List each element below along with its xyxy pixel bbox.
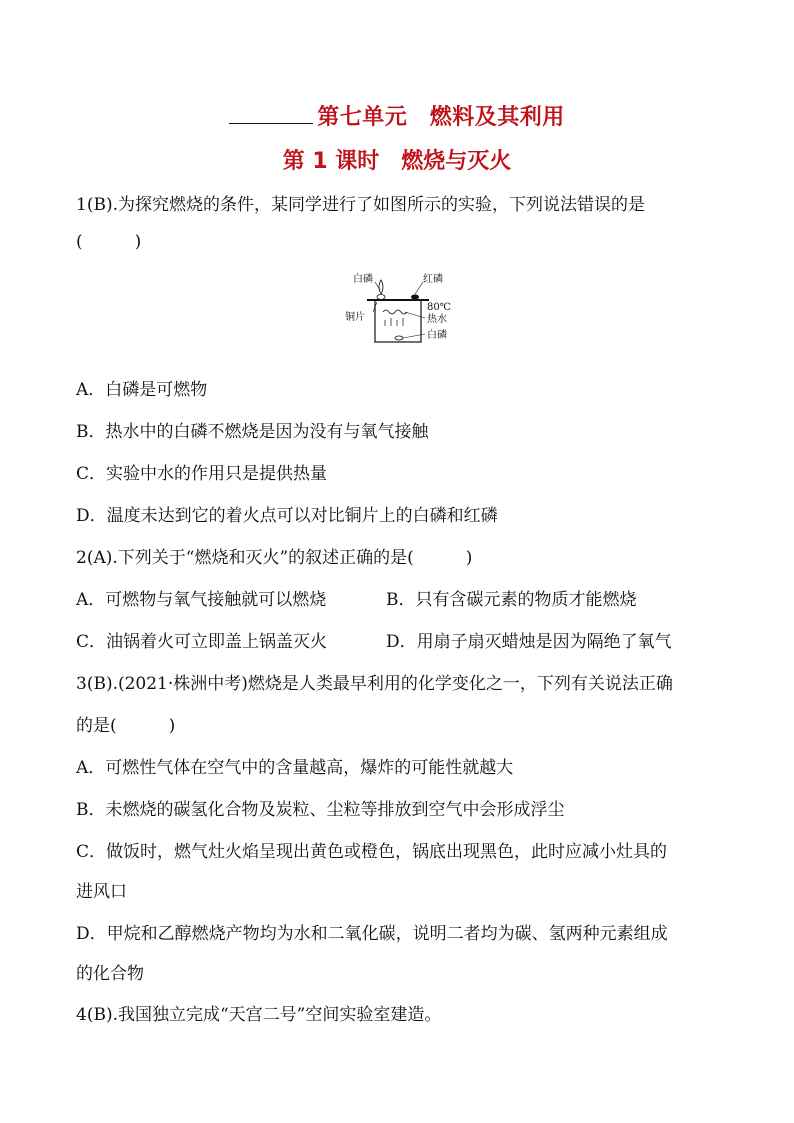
unit-blank xyxy=(229,105,313,124)
white-phosphorus-on-plate xyxy=(377,295,385,300)
label-temperature: 80℃ xyxy=(427,302,451,313)
question-3-option-d-line2: 的化合物 xyxy=(76,964,144,984)
question-3-option-c-line1: C．做饭时，燃气灶火焰呈现出黄色或橙色，锅底出现黑色，此时应减小灶具的 xyxy=(76,842,668,862)
white-phosphorus-in-water xyxy=(395,336,403,340)
hot-water xyxy=(383,310,407,314)
label-white-phosphorus-top: 白磷 xyxy=(353,274,373,285)
label-red-phosphorus: 红磷 xyxy=(423,274,443,285)
question-2-option-a: A．可燃物与氧气接触就可以燃烧 xyxy=(76,590,327,610)
lesson-title: 第 1 课时 燃烧与灭火 xyxy=(282,149,512,174)
question-1-option-c: C．实验中水的作用只是提供热量 xyxy=(76,464,328,484)
question-2-option-d: D．用扇子扇灭蜡烛是因为隔绝了氧气 xyxy=(386,632,672,652)
unit-title: 第七单元 燃料及其利用 xyxy=(0,100,794,131)
label-hot-water: 热水 xyxy=(427,314,447,325)
red-phosphorus xyxy=(411,295,419,300)
question-1-answer-blank: ( ) xyxy=(76,232,142,252)
flame-icon xyxy=(379,280,383,294)
question-4-stem: 4(B).我国独立完成“天宫二号”空间实验室建造。 xyxy=(76,1005,442,1025)
question-2-option-b: B．只有含碳元素的物质才能燃烧 xyxy=(386,590,637,610)
question-3-option-b: B．未燃烧的碳氢化合物及炭粒、尘粒等排放到空气中会形成浮尘 xyxy=(76,800,565,820)
question-1-option-d: D．温度未达到它的着火点可以对比铜片上的白磷和红磷 xyxy=(76,506,498,526)
question-3-stem-line2: 的是( ) xyxy=(76,716,176,736)
question-3-option-d-line1: D．甲烷和乙醇燃烧产物均为水和二氧化碳，说明二者均为碳、氢两种元素组成 xyxy=(76,924,668,944)
question-1-option-b: B．热水中的白磷不燃烧是因为没有与氧气接触 xyxy=(76,422,429,442)
label-white-phosphorus-bottom: 白磷 xyxy=(427,330,447,341)
question-3-option-c-line2: 进风口 xyxy=(76,882,127,902)
question-1-option-a: A．白磷是可燃物 xyxy=(76,380,208,400)
label-copper-plate: 铜片 xyxy=(345,312,365,323)
question-3-stem-line1: 3(B).(2021·株洲中考)燃烧是人类最早利用的化学变化之一，下列有关说法正确 xyxy=(76,674,673,694)
question-3-option-a: A．可燃性气体在空气中的含量越高，爆炸的可能性就越大 xyxy=(76,758,514,778)
question-2-stem: 2(A).下列关于“燃烧和灭火”的叙述正确的是( ) xyxy=(76,548,473,568)
question-1-stem: 1(B).为探究燃烧的条件，某同学进行了如图所示的实验，下列说法错误的是 xyxy=(76,195,645,215)
question-2-option-c: C．油锅着火可立即盖上锅盖灭火 xyxy=(76,632,328,652)
combustion-experiment-figure xyxy=(345,270,455,350)
